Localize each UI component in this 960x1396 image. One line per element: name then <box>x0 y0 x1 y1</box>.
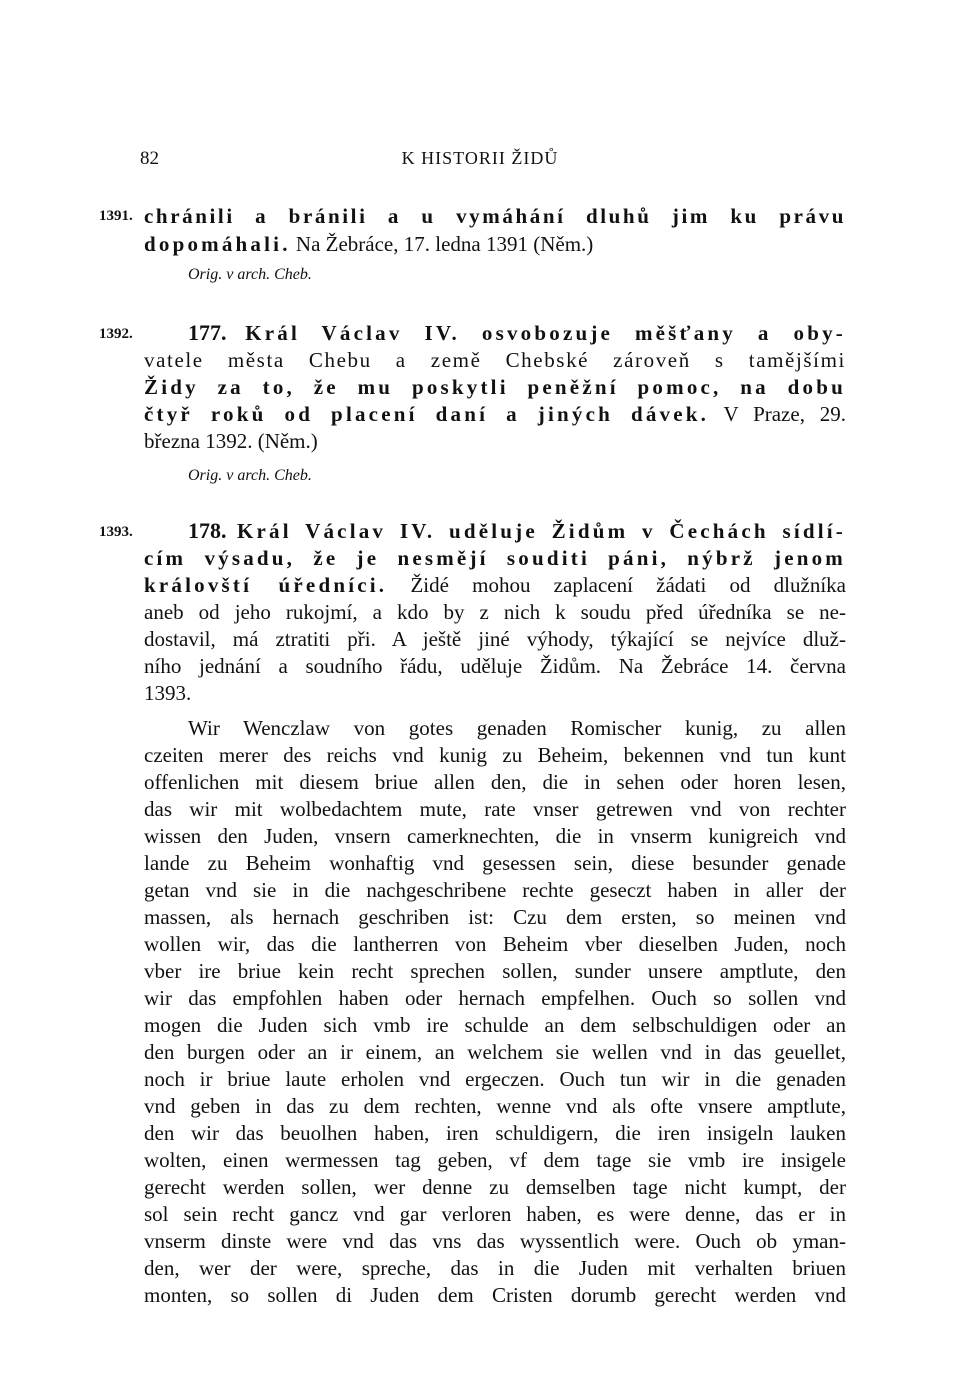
charter-line: wir das empfohlen haben oder hernach empfelhen. Ouch so sollen vnd <box>144 986 846 1010</box>
charter-line: monten, so sollen di Juden dem Cristen dorumb gerecht werden vnd <box>144 1283 846 1307</box>
running-title: K HISTORII ŽIDŮ <box>401 148 559 168</box>
regest-1393-line-3 <box>144 572 846 598</box>
regest-1393-heading: Král Václav IV. uděluje Židům v Čechách sídlí- <box>237 519 847 543</box>
regest-1392-line-5: března 1392. (Něm.) <box>144 429 318 453</box>
regest-1393-line-1 <box>188 518 846 544</box>
charter-line: den burgen oder an ir einem, an welchem sie wellen vnd in das geuellet, <box>144 1040 846 1064</box>
charter-line: gerecht werden sollen, wer denne zu demselben tage nicht kumpt, der <box>144 1175 846 1199</box>
charter-line: wissen den Juden, vnsern camerknechten, die in vnserm kunigreich vnd <box>144 824 846 848</box>
charter-line: lande zu Beheim wonhaftig vnd gesessen sein, diese besunder genade <box>144 851 846 875</box>
source-note-1392: Orig. v arch. Cheb. <box>188 467 312 484</box>
regest-1393-line-2: cím výsadu, že je nesmějí souditi páni, nýbrž jenom <box>144 546 846 570</box>
regest-1392-spaced-text: čtyř roků od placení daní a jiných dávek. <box>144 402 710 426</box>
regest-1391-line-2 <box>144 231 846 257</box>
regest-1392-line-4 <box>144 401 846 427</box>
margin-year-1392: 1392. <box>99 326 133 342</box>
charter-line: mogen die Juden sich vmb ire schulde an dem selbschuldigen oder an <box>144 1013 846 1037</box>
charter-line: noch ir briue laute erholen vnd ergeczen. Ouch tun wir in die genaden <box>144 1067 846 1091</box>
regest-1391-date: Na Žebráce, 17. ledna 1391 (Něm.) <box>290 232 594 256</box>
regest-1393-spaced-text: královští úředníci. <box>144 573 388 597</box>
regest-1393-summary: Židé mohou zaplacení žádati od dlužníka <box>387 573 846 597</box>
charter-line: Wir Wenczlaw von gotes genaden Romischer kunig, zu allen <box>188 716 846 740</box>
margin-year-1391: 1391. <box>99 208 133 224</box>
regest-1392-line-3: Židy za to, že mu poskytli peněžní pomoc, na dobu <box>144 375 846 399</box>
regest-1391-spaced-text: dopomáhali. <box>144 232 291 256</box>
regest-number-177: 177. <box>188 320 227 345</box>
charter-line: wollen wir, das die lantherren von Beheim vber dieselben Juden, noch <box>144 932 846 956</box>
regest-1392-heading: Král Václav IV. osvobozuje měšťany a oby- <box>245 321 846 345</box>
charter-line: den wir das beuolhen haben, iren schuldigern, die iren insigeln lauken <box>144 1121 846 1145</box>
regest-1391-line-1: chránili a bránili a u vymáhání dluhů jim ku právu <box>144 204 846 228</box>
charter-line: den, wer der were, spreche, das in die Juden mit verhalten briuen <box>144 1256 846 1280</box>
charter-line: sol sein recht gancz vnd gar verloren haben, es were denne, das er in <box>144 1202 846 1226</box>
charter-line: das wir mit wolbedachtem mute, rate vnser getrewen vnd von rechter <box>144 797 846 821</box>
regest-1392-place: V Praze, 29. <box>709 402 846 426</box>
charter-line: offenlichen mit diesem briue allen den, die in sehen oder horen lesen, <box>144 770 846 794</box>
charter-line: vber ire briue kein recht sprechen sollen, sunder unsere amptlute, den <box>144 959 846 983</box>
charter-line: wolten, einen wermessen tag geben, vf dem tage sie vmb ire insigele <box>144 1148 846 1172</box>
regest-1393-line-5: dostavil, má ztratiti při. A ještě jiné výhody, týkající se nejvíce dluž- <box>144 627 846 651</box>
charter-line: vnd geben in das zu dem rechten, wenne vnd als ofte vnsere amptlute, <box>144 1094 846 1118</box>
regest-number-178: 178. <box>188 518 227 543</box>
regest-1392-line-2: vatele města Chebu a země Chebské zároveň s tamějšími <box>144 348 846 372</box>
source-note-1391: Orig. v arch. Cheb. <box>188 266 312 283</box>
regest-1392-line-1 <box>188 320 846 346</box>
charter-line: vnserm dinste were vnd das vns das wyssentlich were. Ouch ob yman- <box>144 1229 846 1253</box>
charter-line: czeiten merer des reichs vnd kunig zu Beheim, bekennen vnd tun kunt <box>144 743 846 767</box>
page-number: 82 <box>140 148 159 169</box>
regest-1393-line-6: ního jednání a soudního řádu, uděluje Židům. Na Žebráce 14. června <box>144 654 846 678</box>
charter-line: getan vnd sie in die nachgeschribene rechte geseczt haben in aller der <box>144 878 846 902</box>
margin-year-1393: 1393. <box>99 524 133 540</box>
charter-line: massen, als hernach geschriben ist: Czu dem ersten, so meinen vnd <box>144 905 846 929</box>
regest-1393-line-7: 1393. <box>144 681 192 705</box>
regest-1393-line-4: aneb od jeho rukojmí, a kdo by z nich k soudu před úředníka se ne- <box>144 600 846 624</box>
